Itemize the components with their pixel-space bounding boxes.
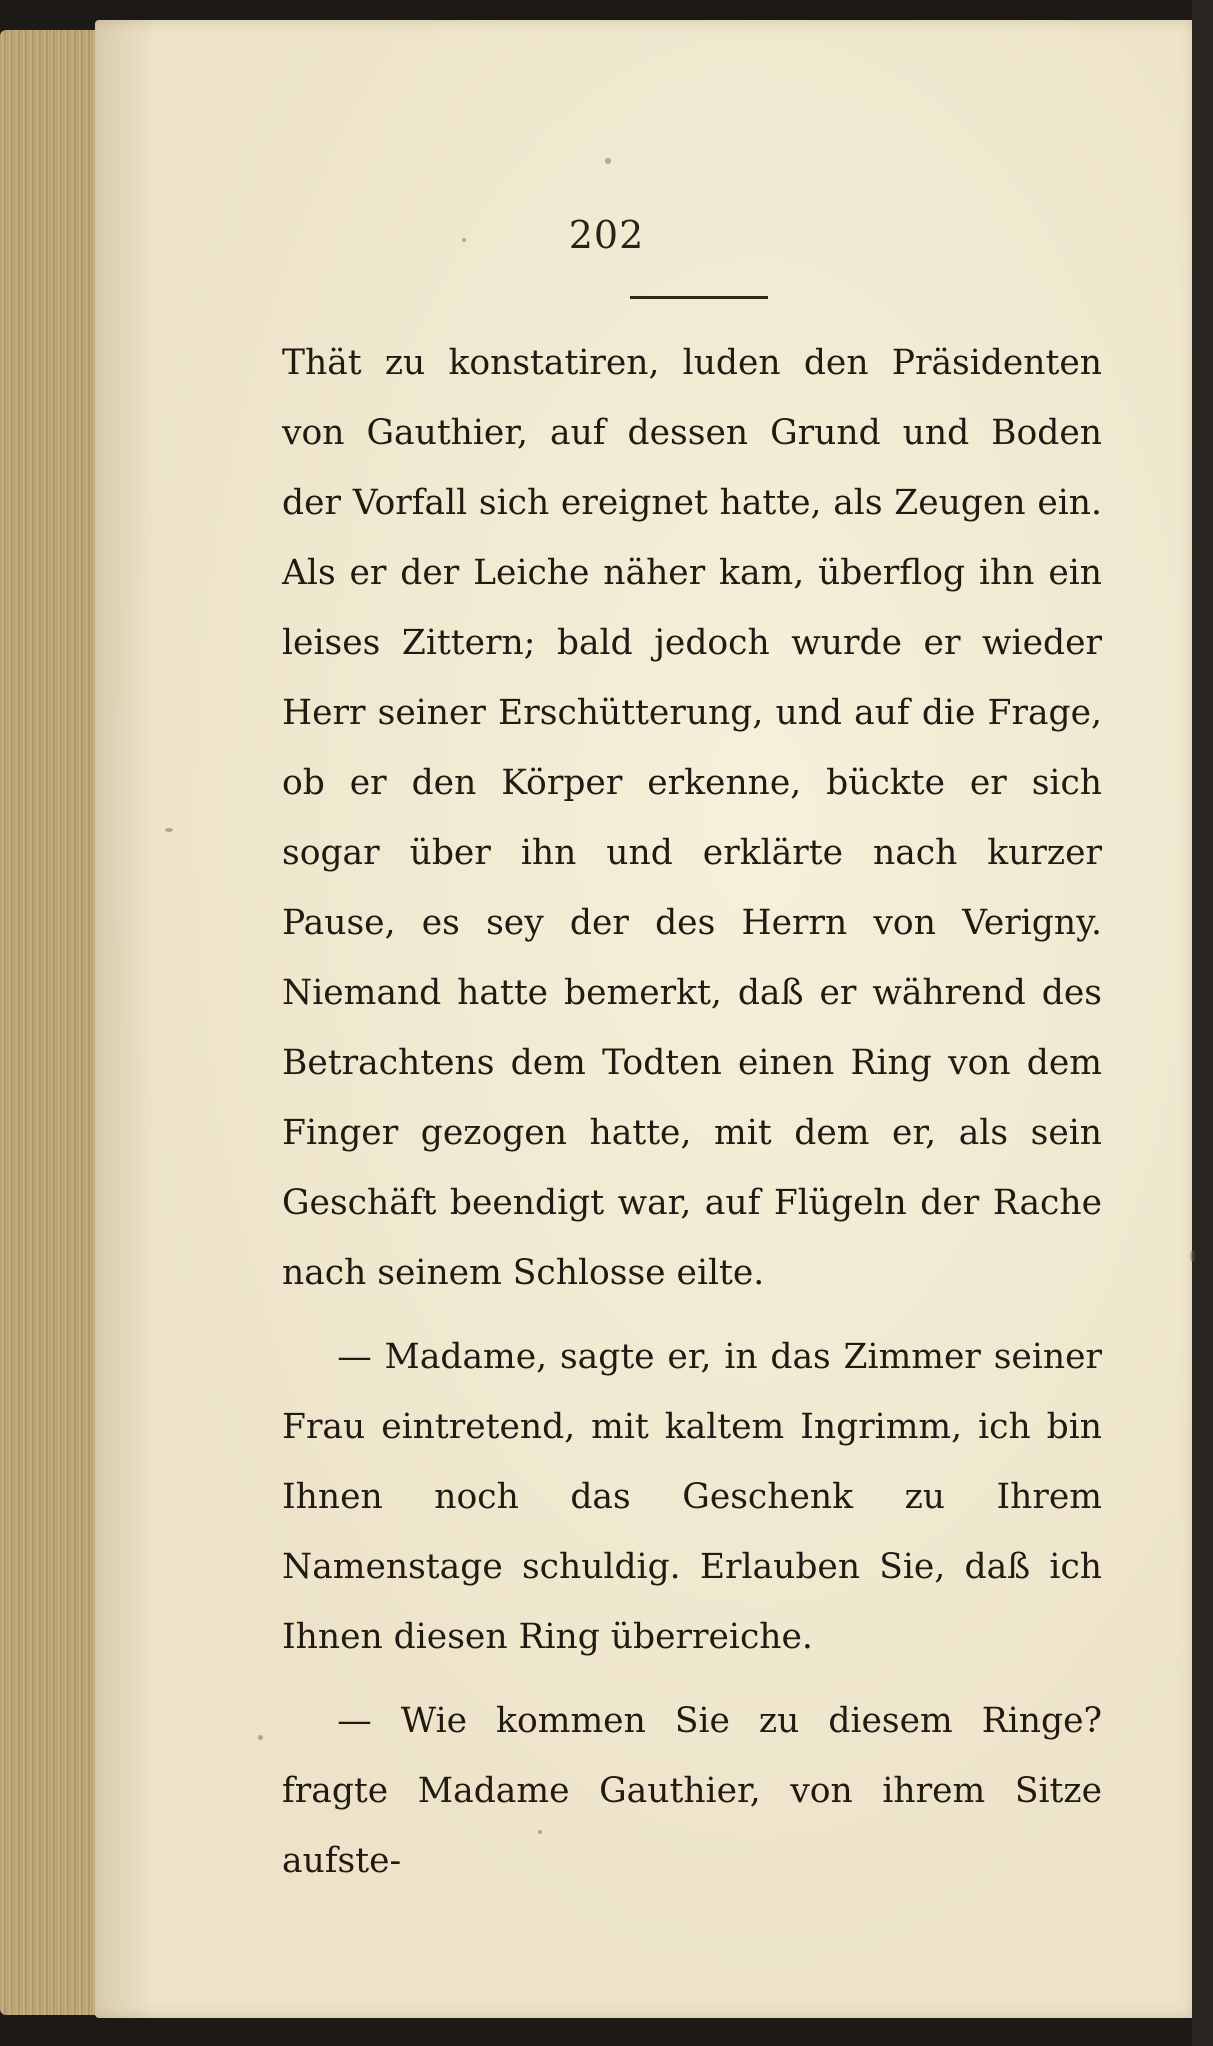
body-text (282, 328, 1102, 1896)
paragraph-dialogue-1: — Madame, sagte er, in das Zimmer seiner Frau eintretend, mit kaltem Ingrimm, ich bin Ihnen noch das Geschenk zu Ihrem Namenstage schuldig. Erlauben Sie, daß ich Ihnen diesen Ring überreiche. (282, 1337, 1102, 1657)
book-cover-edge (1192, 0, 1213, 2046)
page-number: 202 (568, 213, 645, 257)
paragraph-dialogue-2: — Wie kommen Sie zu diesem Ringe? fragte Madame Gauthier, von ihrem Sitze aufste- (282, 1701, 1102, 1881)
page-edges (0, 30, 110, 2015)
paragraph-continuation: Thät zu konstatiren, luden den Präsidenten von Gauthier, auf dessen Grund und Boden der Vorfall sich ereignet hatte, als Zeugen ein. Als er der Leiche näher kam, überflog ihn ein leises Zittern; bald jedoch wurde er wieder Herr seiner Erschütterung, und auf die Frage, ob er den Körper erkenne, bückte er sich sogar über ihn und erklärte nach kurzer Pause, es sey der des Herrn von Verigny. Niemand hatte bemerkt, daß er während des Betrachtens dem Todten einen Ring von dem Finger gezogen hatte, mit dem er, als sein Geschäft beendigt war, auf Flügeln der Rache nach seinem Schlosse eilte. (282, 343, 1102, 1293)
header-rule (630, 296, 768, 299)
